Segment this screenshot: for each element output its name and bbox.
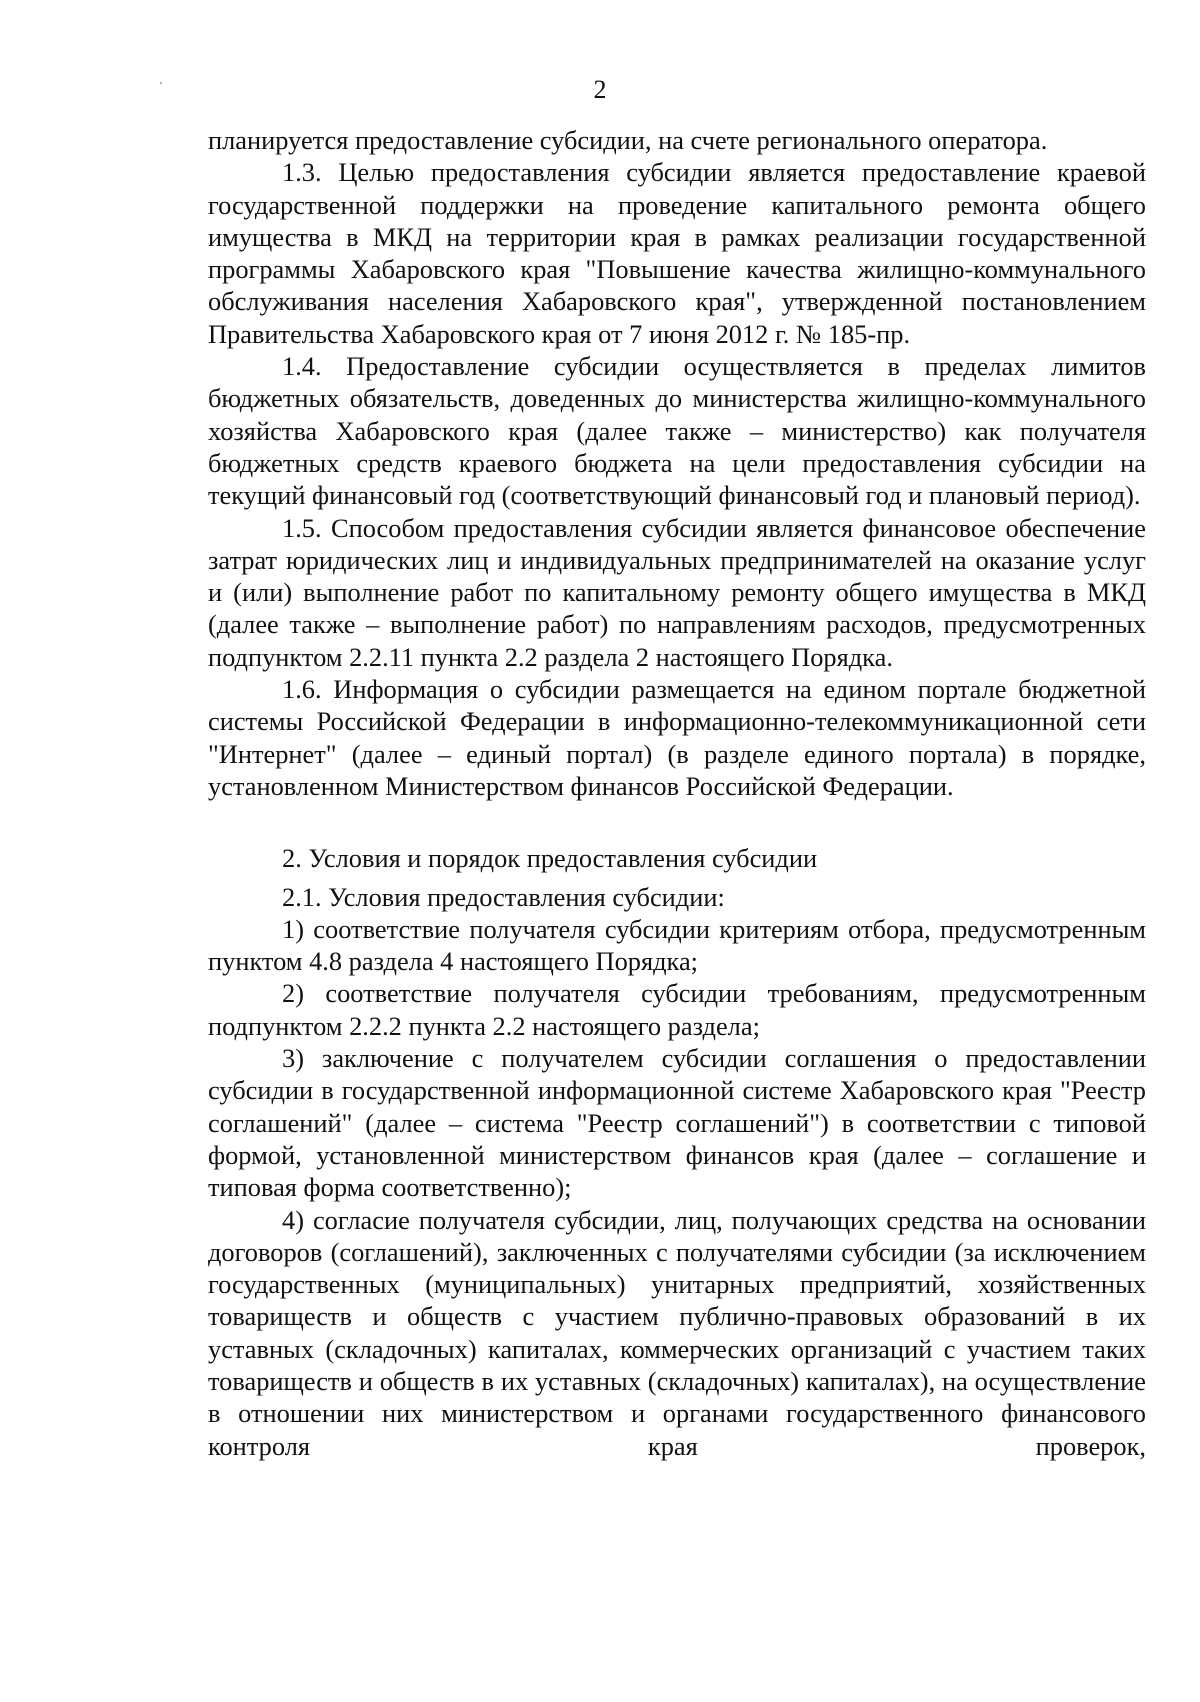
paragraph-1-5: 1.5. Способом предоставления субсидии является финансовое обеспечение затрат юридических лиц и индивидуальных предпринимателей на оказание услуг и (или) выполнение работ по капитальному ремонту общего имущества в МКД (далее также – выполнение работ) по направлениям расходов, предусмотренных подпунктом 2.2.11 пункта 2.2 раздела 2 настоящего Порядка. bbox=[208, 512, 1146, 672]
paragraph-1-3: 1.3. Целью предоставления субсидии является предоставление краевой государственной поддержки на проведение капитального ремонта общего имущества в МКД на территории края в рамках реализации государственной программы Хабаровского края "Повышение качества жилищно-коммунального обслуживания населения Хабаровского края", утвержденной постановлением Правительства Хабаровского края от 7 июня 2012 г. № 185-пр. bbox=[208, 157, 1146, 349]
list-item-2: 2) соответствие получателя субсидии требованиям, предусмотренным подпунктом 2.2.2 пункта 2.2 настоящего раздела; bbox=[208, 978, 1146, 1041]
paragraph-continuation: планируется предоставление субсидии, на счете регионального оператора. bbox=[208, 125, 1048, 155]
paragraph-2-1: 2.1. Условия предоставления субсидии: bbox=[282, 881, 725, 912]
document-body bbox=[208, 124, 1146, 1462]
paragraph-1-4: 1.4. Предоставление субсидии осуществляется в пределах лимитов бюджетных обязательств, доведенных до министерства жилищно-коммунального хозяйства Хабаровского края (далее также – министерство) как получателя бюджетных средств краевого бюджета на цели предоставления субсидии на текущий финансовый год (соответствующий финансовый год и плановый период). bbox=[208, 351, 1146, 511]
section-2-heading: 2. Условия и порядок предоставления субсидии bbox=[282, 843, 818, 874]
page-number: 2 bbox=[593, 75, 607, 104]
paragraph-1-6: 1.6. Информация о субсидии размещается на едином портале бюджетной системы Российской Федерации в информационно-телекоммуникационной сети "Интернет" (далее – единый портал) (в разделе единого портала) в порядке, установленном Министерством финансов Российской Федерации. bbox=[208, 674, 1146, 801]
list-item-4: 4) согласие получателя субсидии, лиц, получающих средства на основании договоров (соглашений), заключенных с получателями субсидии (за исключением государственных (муниципальных) унитарных предприятий, хозяйственных товариществ и обществ с участием публично-правовых образований в их уставных (складочных) капиталах, коммерческих организаций с участием таких товариществ и обществ в их уставных (складочных) капиталах), на осуществление в отношении них министерством и органами государственного финансового контроля края проверок, bbox=[208, 1204, 1146, 1461]
list-item-3: 3) заключение с получателем субсидии соглашения о предоставлении субсидии в государственной информационной системе Хабаровского края "Реестр соглашений" (далее – система "Реестр соглашений") в соответствии с типовой формой, установленной министерством финансов края (далее – соглашение и типовая форма соответственно); bbox=[208, 1043, 1146, 1203]
list-item-1: 1) соответствие получателя субсидии критериям отбора, предусмотренным пунктом 4.8 раздела 4 настоящего Порядка; bbox=[208, 913, 1146, 977]
